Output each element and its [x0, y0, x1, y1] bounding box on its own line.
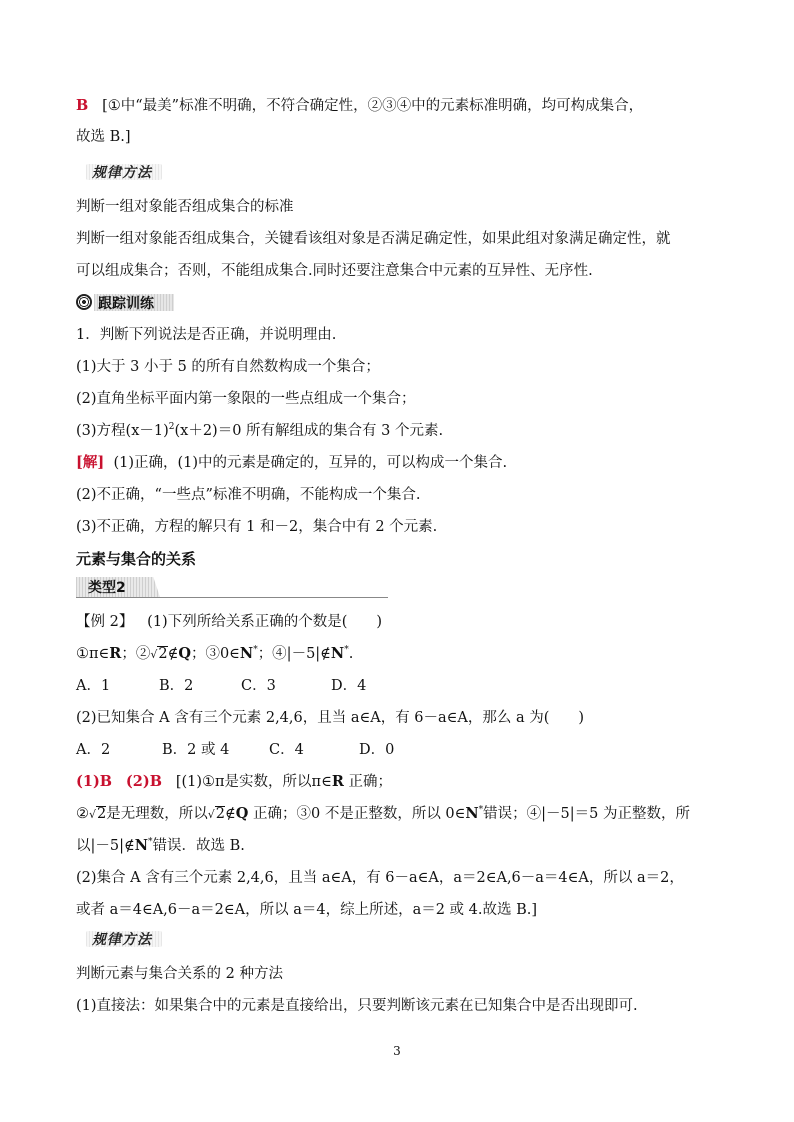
page-number: 3: [393, 1044, 401, 1058]
answer-text: [①中“最美”标准不明确，不符合确定性，②③④中的元素标准明确，均可构成集合，: [102, 98, 644, 114]
option: C．4: [269, 742, 304, 758]
example-label: 【例 2】: [76, 614, 134, 630]
answer-line: [76, 96, 643, 116]
answer-part1: (1)B: [76, 773, 113, 790]
tracking-training-banner: [76, 292, 176, 314]
answer-line: 以|－5|∉N*错误．故选 B.: [76, 837, 245, 854]
option: A．1: [76, 678, 111, 694]
solution-line: [解] (1)正确，(1)中的元素是确定的，互异的，可以构成一个集合.: [76, 454, 508, 471]
method-text-line: (1)直接法：如果集合中的元素是直接给出，只要判断该元素在已知集合中是否出现即可.: [76, 998, 638, 1014]
answer-line: ②√2是无理数，所以√2∉Q 正确；③0 不是正整数，所以 0∈N*错误；④|－5|＝5 为正整数，所: [76, 805, 690, 822]
type-banner: [76, 577, 388, 599]
example-question: (2)已知集合 A 含有三个元素 2,4,6，且当 a∈A，有 6－a∈A，那么 a 为( ): [76, 710, 585, 726]
solution-label: [解]: [76, 454, 105, 471]
exercise-statement: (3)方程$(x-1)^2(x+2)=0$ 所有解组成的集合有 3 个元素.: [76, 422, 444, 439]
example-options: [76, 676, 366, 696]
method-title: 判断一组对象能否组成集合的标准: [76, 199, 294, 215]
answer-line: (2)集合 A 含有三个元素 2,4,6，且当 a∈A，有 6－a∈A，a＝2∈A,6－a＝4∈A，所以 a＝2，: [76, 870, 684, 886]
solution-line: (3)不正确，方程的解只有 1 和－2，集合中有 2 个元素.: [76, 519, 438, 535]
tracking-training-label: 跟踪训练: [98, 296, 154, 312]
example-options: [76, 740, 394, 760]
answer-letter: B: [76, 97, 89, 114]
answer-line: (1)B (2)B [(1)①π是实数，所以π∈R 正确；: [76, 773, 392, 790]
method-text-line: 判断一组对象能否组成集合，关键看该组对象是否满足确定性，如果此组对象满足确定性，就: [76, 231, 671, 247]
method-badge: [86, 928, 162, 950]
method-text-line: 可以组成集合；否则，不能组成集合.同时还要注意集合中元素的互异性、无序性.: [76, 263, 593, 279]
section-heading: 元素与集合的关系: [76, 550, 197, 568]
method-badge-label: 规律方法: [92, 165, 152, 181]
option: B．2: [159, 678, 194, 694]
option: B．2 或 4: [162, 742, 230, 758]
answer-line: 或者 a＝4∈A,6－a＝2∈A，所以 a＝4，综上所述，a＝2 或 4.故选 B.]: [76, 902, 538, 918]
answer-line-cont: 故选 B.]: [76, 129, 131, 145]
exercise-statement: (1)大于 3 小于 5 的所有自然数构成一个集合；: [76, 359, 380, 375]
option: D．0: [359, 742, 395, 758]
option: D．4: [331, 678, 367, 694]
option: C．3: [241, 678, 276, 694]
method-badge: [86, 161, 162, 183]
exercise-question: 1．判断下列说法是否正确，并说明理由.: [76, 327, 337, 343]
target-icon: [76, 294, 92, 310]
example-relations: ①π∈R；②√2∉Q；③0∈N*；④|－5|∉N*.: [76, 645, 354, 662]
example-question: 【例 2】 (1)下列所给关系正确的个数是( ): [76, 614, 383, 630]
type-label: 类型2: [88, 580, 126, 596]
answer-part2: (2)B: [125, 773, 162, 790]
exercise-statement: (2)直角坐标平面内第一象限的一些点组成一个集合；: [76, 391, 416, 407]
solution-line: (2)不正确，“一些点”标准不明确，不能构成一个集合.: [76, 487, 421, 503]
method-title: 判断元素与集合关系的 2 种方法: [76, 966, 283, 982]
option: A．2: [76, 742, 111, 758]
method-badge-label: 规律方法: [92, 932, 152, 948]
